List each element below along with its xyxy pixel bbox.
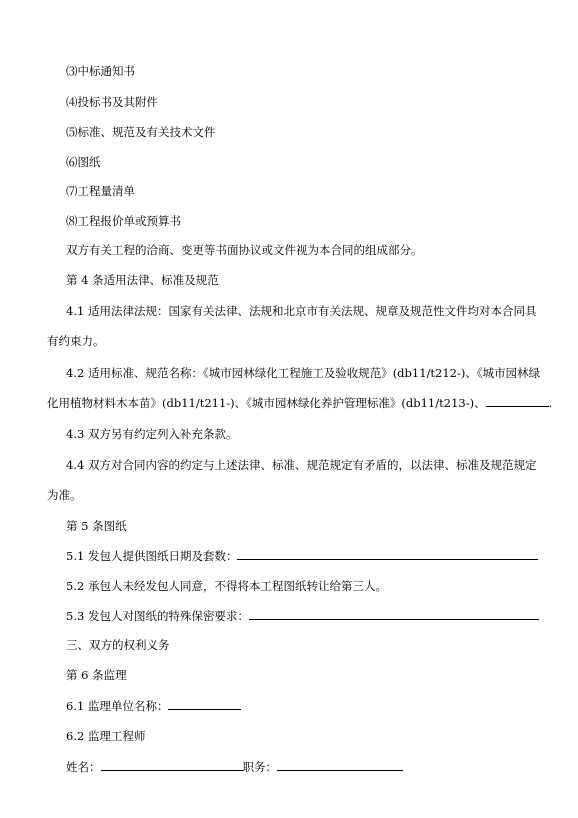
name-blank[interactable] (101, 759, 243, 771)
section-5-3-label: 5.3 发包人对图纸的特殊保密要求： (66, 609, 249, 623)
section-4-3: 4.3 双方另有约定列入补充条款。 (66, 427, 238, 441)
item-quotation: ⑻工程报价单或预算书 (66, 214, 181, 228)
section-5-1 (66, 548, 538, 564)
section-4-1-line-2: 有约束力。 (47, 334, 105, 348)
section-4-1-line-1: 4.1 适用法律法规：国家有关法律、法规和北京市有关法规、规章及规范性文件均对本合同具 (66, 304, 537, 318)
part-3-heading: 三、双方的权利义务 (66, 638, 170, 652)
standards-blank[interactable] (486, 395, 549, 407)
confidentiality-blank[interactable] (249, 608, 539, 620)
supervisor-engineer-fields (66, 759, 403, 775)
section-5-3 (66, 608, 539, 624)
item-standards: ⑸标准、规范及有关技术文件 (66, 125, 216, 139)
supervisor-unit-blank[interactable] (168, 698, 241, 710)
section-4-2-line-2-end: . (548, 396, 553, 410)
paragraph-amendments: 双方有关工程的洽商、变更等书面协议或文件视为本合同的组成部分。 (66, 243, 423, 257)
section-5-2: 5.2 承包人未经发包人同意，不得将本工程图纸转让给第三人。 (66, 579, 387, 593)
drawing-date-sets-blank[interactable] (237, 548, 538, 560)
article-6-heading: 第 6 条监理 (66, 668, 127, 682)
section-4-2-line-1: 4.2 适用标准、规范名称：《城市园林绿化工程施工及验收规范》(db11/t212-)、《城市园林绿 (66, 366, 541, 380)
article-5-heading: 第 5 条图纸 (66, 519, 127, 533)
article-4-heading: 第 4 条适用法律、标准及规范 (66, 273, 219, 287)
item-bill-of-quantities: ⑺工程量清单 (66, 184, 135, 198)
section-4-2-line-2-text: 化用植物材料木本苗》(db11/t211-)、《城市园林绿化养护管理标准》(db11/t213-)、 (47, 396, 486, 410)
name-label: 姓名： (66, 760, 101, 774)
item-drawings: ⑹图纸 (66, 155, 101, 169)
section-4-2-line-2 (47, 395, 552, 411)
item-bid-notice: ⑶中标通知书 (66, 64, 135, 78)
section-5-1-label: 5.1 发包人提供图纸日期及套数： (66, 549, 238, 563)
section-6-1-label: 6.1 监理单位名称： (66, 699, 169, 713)
item-tender-docs: ⑷投标书及其附件 (66, 95, 158, 109)
section-4-4-line-2: 为准。 (47, 488, 82, 502)
section-6-1 (66, 698, 241, 714)
section-4-4-line-1: 4.4 双方对合同内容的约定与上述法律、标准、规范规定有矛盾的，以法律、标准及规范规定 (66, 458, 537, 472)
title-label: 职务： (242, 760, 277, 774)
section-6-2: 6.2 监理工程师 (66, 729, 146, 743)
title-blank[interactable] (277, 759, 403, 771)
